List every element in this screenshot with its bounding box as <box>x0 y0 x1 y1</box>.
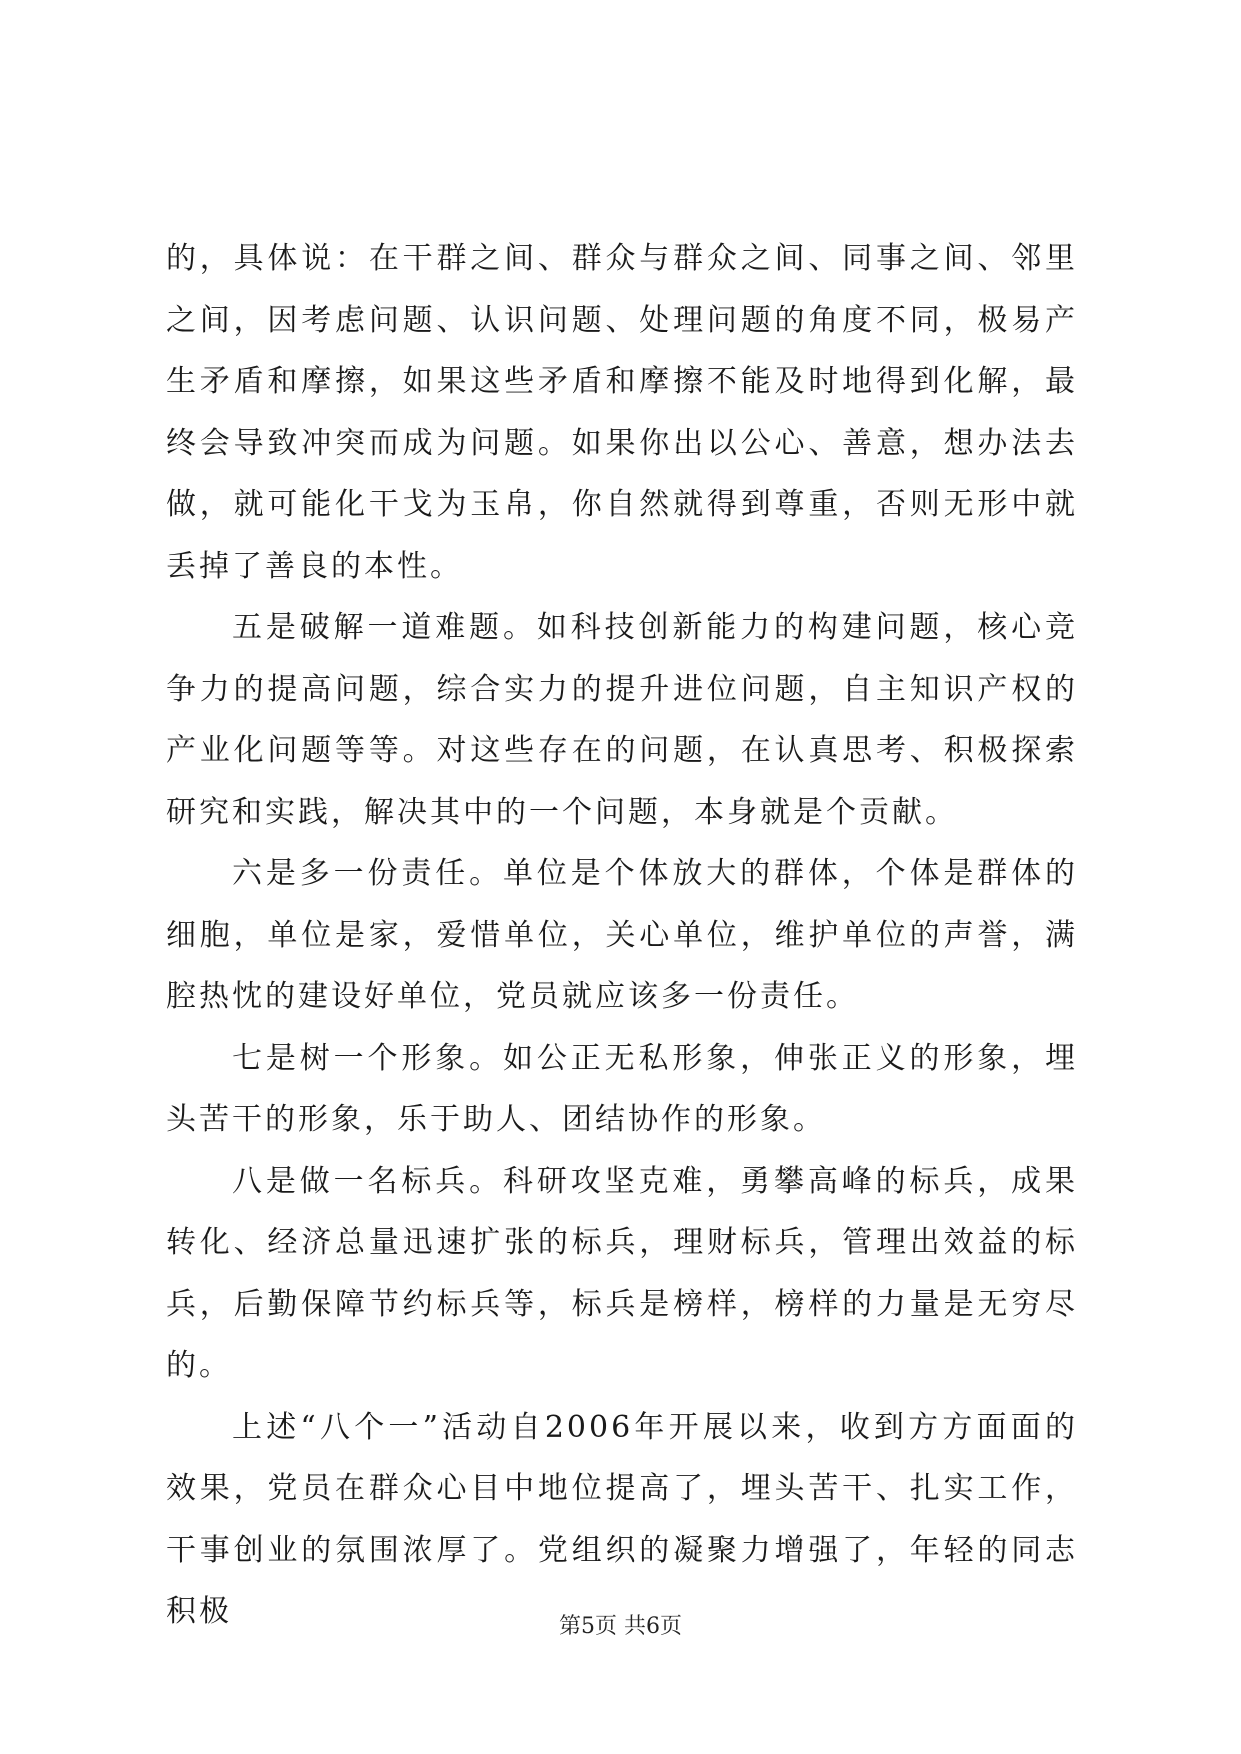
paragraph-continuation: 的，具体说：在干群之间、群众与群众之间、同事之间、邻里之间，因考虑问题、认识问题、处理问题的角度不同，极易产生矛盾和摩擦，如果这些矛盾和摩擦不能及时地得到化解，最终会导致冲突而成为问题。如果你出以公心、善意，想办法去做，就可能化干戈为玉帛，你自然就得到尊重，否则无形中就丢掉了善良的本性。 <box>166 241 1078 584</box>
document-body <box>166 228 1078 1643</box>
paragraph-item-six: 六是多一份责任。单位是个体放大的群体，个体是群体的细胞，单位是家，爱惜单位，关心单位，维护单位的声誉，满腔热忱的建设好单位，党员就应该多一份责任。 <box>166 856 1078 1014</box>
paragraph-item-five: 五是破解一道难题。如科技创新能力的构建问题，核心竞争力的提高问题，综合实力的提升进位问题，自主知识产权的产业化问题等等。对这些存在的问题，在认真思考、积极探索研究和实践，解决其中的一个问题，本身就是个贡献。 <box>166 610 1078 830</box>
page-number-footer: 第5页 共6页 <box>559 1614 682 1639</box>
paragraph-item-seven: 七是树一个形象。如公正无私形象，伸张正义的形象，埋头苦干的形象，乐于助人、团结协作的形象。 <box>166 1040 1078 1137</box>
paragraph-item-eight: 八是做一名标兵。科研攻坚克难，勇攀高峰的标兵，成果转化、经济总量迅速扩张的标兵，理财标兵，管理出效益的标兵，后勤保障节约标兵等，标兵是榜样，榜样的力量是无穷尽的。 <box>166 1163 1078 1383</box>
paragraph-summary: 上述“八个一”活动自2006年开展以来，收到方方面面的效果，党员在群众心目中地位提高了，埋头苦干、扎实工作，干事创业的氛围浓厚了。党组织的凝聚力增强了，年轻的同志积极 <box>166 1409 1078 1629</box>
